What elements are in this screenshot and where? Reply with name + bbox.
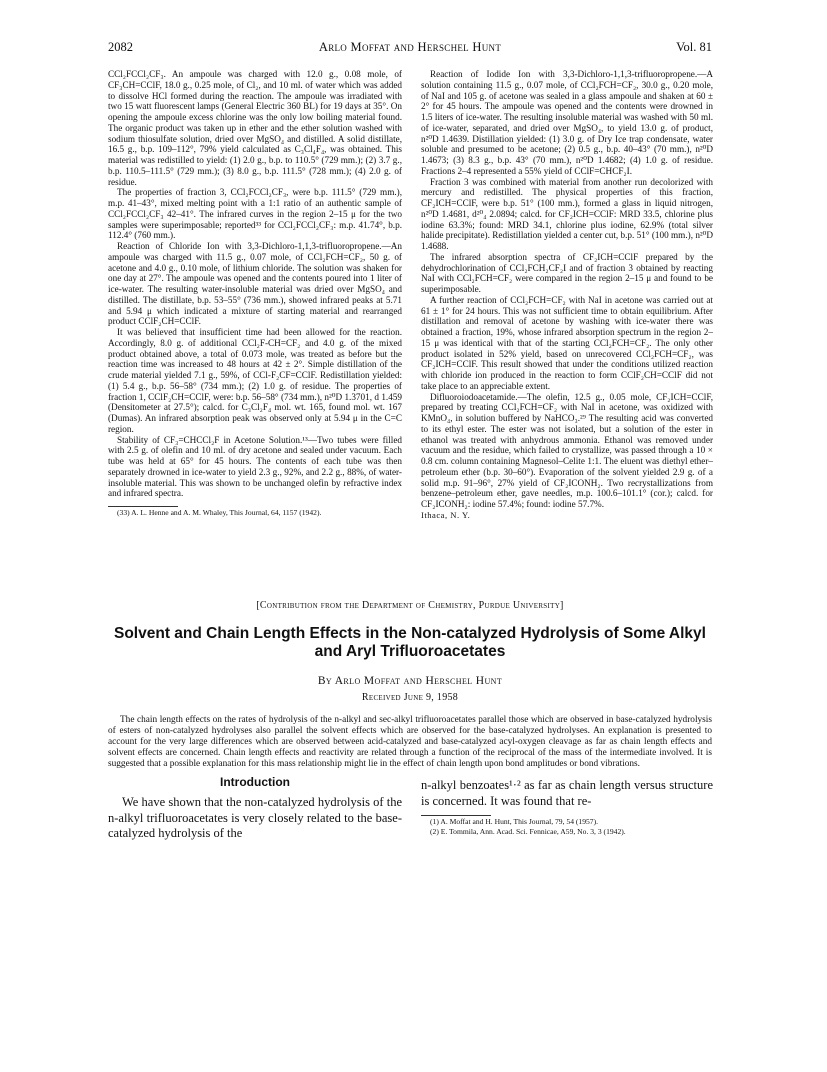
body-paragraph: A further reaction of CCl₂FCH=CF₂ with NaI in acetone was carried out at 61 ± 1° for 24 hours. This was not sufficient time to obtain equilibrium. After distillation and removal of acetone by washing with ice-water there was obtained a fraction, 19%, whose infrared absorption spectrum in the region 2–15 μ was identical with that of the starting CCl₂FCH=CF₂. The only other product isolated in 52% yield, based on unrecovered CCl₂FCH=CF₂, was CF₂ICH=CClF. This result showed that under the conditions utilized reaction with chloride ion produced in the reaction to form CClF₂CH=CClF did not take place to an appreciable extent. — [421, 294, 713, 391]
body-paragraph: The infrared absorption spectra of CF₂ICH=CClF prepared by the dehydrochlorination of CCl₂FCH₂CF₂I and of fraction 3 obtained by reacting NaI with CCl₂FCH=CF₂ were compared in the region 2–15 μ and found to be superimposable. — [421, 251, 713, 294]
location-line: Ithaca, N. Y. — [421, 509, 471, 520]
volume-label: Vol. 81 — [676, 40, 712, 54]
running-header — [108, 40, 712, 58]
page-number: 2082 — [108, 40, 133, 54]
body-paragraph: It was believed that insufficient time had been allowed for the reaction. Accordingly, 8.0 g. of additional CCl₂F-CH=CF₂ and 4.0 g. of the mixed product obtained above, a total of 0.073 mole, was treated as before but the reaction time was increased to 48 hours at 42 ± 2°. Simple distillation of the crude material yielded 7.1 g., 59%, of CCl-F₂CF=CClF. Redistillation yielded: (1) 5.4 g., b.p. 56–58° (734 mm.); (2) 1.0 g. of residue. The properties of fraction 1, CClF₂CH=CClF, were: b.p. 56–58° (734 mm.), n²⁰D 1.3701, d 1.459 (Densitometer at 27.5°); calcd. for C₃Cl₂F₄ mol. wt. 165, found mol. wt. 167 (Dumas). An infrared absorption peak was observed only at 5.94 μ in the C=C region. — [108, 327, 402, 434]
body-paragraph: Reaction of Chloride Ion with 3,3-Dichloro-1,1,3-trifluoropropene.—An ampoule was charged with 11.5 g., 0.07 mole, of CCl₂FCH=CF₂, 50 g. of acetone and 4.0 g., 0.10 mole, of lithium chloride. The solution was shaken for one day at 27°. The ampoule was opened and the contents poured into 1 liter of ice-water. The resulting water-insoluble material was dried over MgSO₄ and distilled. The distillate, b.p. 53–55° (736 mm.), showed infrared peaks at 5.71 and 5.94 μ which indicated a mixture of starting material and rearranged product CClF₂CH=CClF. — [108, 241, 402, 327]
section-heading: Introduction — [220, 775, 290, 789]
running-title: Arlo Moffat and Herschel Hunt — [318, 40, 502, 54]
footnote: (33) A. L. Henne and A. M. Whaley, This Journal, 64, 1157 (1942). — [117, 508, 322, 517]
article-title: Solvent and Chain Length Effects in the Non-catalyzed Hydrolysis of Some Alkyl and Aryl Trifluoroacetates — [114, 625, 706, 660]
body-paragraph: Reaction of Iodide Ion with 3,3-Dichloro-1,1,3-trifluoropropene.—A solution containing 11.5 g., 0.07 mole, of CCl₂FCH=CF₂, 30.0 g., 0.20 mole, of NaI and 105 g. of acetone was sealed in a glass ampoule and shaken at 60 ± 2° for 45 hours. The ampoule was opened and the contents were drowned in 1.5 liters of ice-water. The resulting insoluble material was washed with 50 ml. of ice-water, separated, and dried over MgSO₄, to yield 13.0 g. of product, n²⁰D 1.4639. Distillation yielded: (1) 3.0 g. of Dry Ice trap condensate, water soluble and presumed to be acetone; (2) 0.5 g., b.p. 40–43° (70 mm.), n²⁰D 1.4673; (3) 8.3 g., b.p. 43° (70 mm.), n²⁰D 1.4682; (4) 1.0 g. of residue. Fractions 2–4 represented a 55% yield of CClF=CHCF₂I. — [421, 69, 713, 176]
left-column — [108, 69, 402, 518]
footnote: (1) A. Moffat and H. Hunt, This Journal, 79, 54 (1957). — [430, 817, 599, 826]
intro-paragraph: We have shown that the non-catalyzed hydrolysis of the n-alkyl trifluoroacetates is very closely related to the base-catalyzed hydrolysis of the — [108, 795, 402, 840]
body-paragraph: The properties of fraction 3, CCl₂FCCl₂CF₃, were b.p. 111.5° (729 mm.), m.p. 41–43°, mixed melting point with a 1:1 ratio of an authentic sample of CCl₂FCCl₂CF₃ 42–41°. The infrared curves in the region 2–15 μ for the two samples were superimposable; reported³³ for CCl₂FCCl₂CF₃: m.p. 41.74°, b.p. 112.4° (760 mm.). — [108, 187, 402, 241]
body-paragraph: Stability of CF₃=CHCCl₂F in Acetone Solution.¹³—Two tubes were filled with 2.5 g. of olefin and 10 ml. of dry acetone and sealed under vacuum. Each tube was held at 65° for 45 hours. The contents of each tube was then separately drowned in ice-water to yield 2.3 g., 92%, and 2.2 g., 88%, of water-insoluble material. This was shown to be unchanged olefin by refractive index and infrared spectra. — [108, 434, 402, 499]
body-paragraph: CCl₂FCCl₂CF₃. An ampoule was charged with 12.0 g., 0.08 mole, of CF₃CH=CClF, 18.0 g., 0.25 mole, of Cl₂, and 10 ml. of water which was added to dissolve HCl formed during the reaction. The ampoule was irradiated with two 15 watt fluorescent lamps (General Electric 360 BL) for 19 days at 35°. On opening the ampoule excess chlorine was the only low boiling material found. The organic product was taken up in ether and the ether solution washed with sodium thiosulfate solution, dried over MgSO₄ and distilled. A solid distillate, 16.5 g., b.p. 109–112°, 79% yield calculated as C₃Cl₄F₄, was obtained. This material was redistilled to yield: (1) 2.0 g., b.p. to 110.5° (729 mm.); (2) 3.7 g., b.p. 110.5–111.5° (729 mm.); (3) 8.0 g., b.p. 111.5° (728 mm.); (4) 2.0 g. of residue. — [108, 69, 402, 187]
body-paragraph: Fraction 3 was combined with material from another run decolorized with mercury and redistilled. The physical properties of this fraction, CF₂ICH=CClF, were b.p. 51° (100 mm.), formed a glass in liquid nitrogen, n²⁰D 1.4681, d²⁰₄ 2.0894; calcd. for CF₂ICH=CClF: MRD 33.5, chlorine plus iodine 63.3%; found: MRD 34.1, chlorine plus iodine, 62.9% (total silver halide precipitate). Redistillation yielded a center cut, b.p. 51° (100 mm.), n²⁰D 1.4688. — [421, 176, 713, 251]
abstract: The chain length effects on the rates of hydrolysis of the n-alkyl and sec-alkyl trifluoroacetates parallel those which are observed in base-catalyzed hydrolysis of esters of non-catalyzed hydrolyses also parallel the solvent effects which are observed for the base-catalyzed hydrolyses. An explanation is presented to account for the very large differences which are observed between acid-catalyzed and base-catalyzed acyl-oxygen cleavage as far as chain length effects and solvent effects are concerned. Chain length effects and reactivity are related through a function of the reciprocal of the mass of the intermediate involved. It is suggested that a possible explanation for this mass relationship might lie in the effect of chain length upon bond amplitudes or bond vibrations. — [108, 715, 712, 769]
introduction-right — [421, 778, 713, 836]
contribution-line: [Contribution from the Department of Chemistry, Purdue University] — [256, 600, 564, 611]
received-date: Received June 9, 1958 — [361, 692, 459, 703]
footnote: (2) E. Tommila, Ann. Acad. Sci. Fennicae, A59, No. 3, 3 (1942). — [430, 826, 626, 836]
body-paragraph: Difluoroiodoacetamide.—The olefin, 12.5 g., 0.05 mole, CF₂ICH=CClF, prepared by treating CCl₂FCH=CF₂ with NaI in acetone, was oxidized with KMnO₄, in solution buffered by NaHCO₃.²⁹ The resulting acid was converted to its ethyl ester. The ester was not isolated, but a solution of the ester in ethanol was treated with anhydrous ammonia. Ethanol was removed under vacuum and the residue, which failed to crystallize, was passed through a 10 × 0.8 cm. column containing Magnesol–Celite 1:1. The eluent was diethyl ether–petroleum ether (b.p. 30–60°). Evaporation of the solvent yielded 2.9 g. of a solid m.p. 91–96°, 27% yield of CF₂ICONH₂. Two recrystallizations from benzene–petroleum ether, gave needles, m.p. 100.6–101.1° (cor.); calcd. for CF₂ICONH₂: iodine 57.4%; found: iodine 57.7%. — [421, 391, 713, 509]
intro-paragraph-continued: n-alkyl benzoates¹·² as far as chain length versus structure is concerned. It was found that re- — [421, 778, 713, 808]
article-authors: By Arlo Moffat and Herschel Hunt — [317, 675, 503, 687]
right-column — [421, 69, 713, 521]
introduction-left — [108, 775, 402, 842]
